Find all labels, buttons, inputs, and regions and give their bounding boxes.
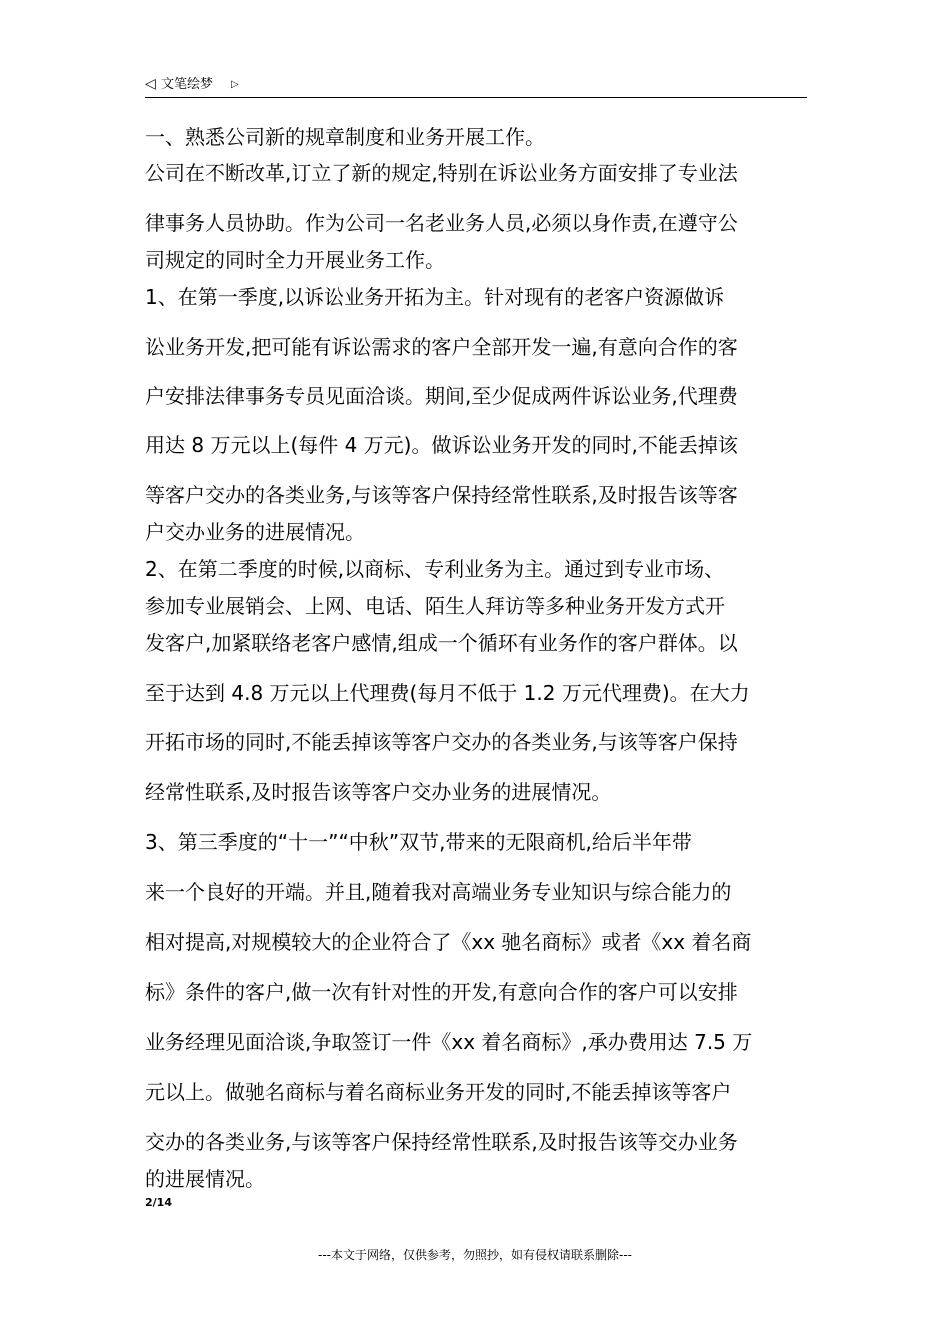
text-line: 3、第三季度的“十一”“中秋”双节,带来的无限商机,给后半年带 — [145, 830, 692, 854]
text-line: 参加专业展销会、上网、电话、陌生人拜访等多种业务开发方式开 — [145, 594, 725, 618]
text-line: 讼业务开发,把可能有诉讼需求的客户全部开发一遍,有意向合作的客 — [145, 335, 738, 359]
triangle-right-icon: ▷ — [231, 79, 239, 90]
header-title: 文笔绘梦 — [161, 77, 214, 92]
text-line: 经常性联系,及时报告该等客户交办业务的进展情况。 — [145, 780, 612, 804]
text-line: 的进展情况。 — [145, 1167, 265, 1191]
text-line: 开拓市场的同时,不能丢掉该等客户交办的各类业务,与该等客户保持 — [145, 730, 738, 754]
text-line: 一、熟悉公司新的规章制度和业务开展工作。 — [145, 125, 545, 149]
triangle-left-icon: ◁ — [145, 76, 156, 92]
text-line: 来一个良好的开端。并且,随着我对高端业务专业知识与综合能力的 — [145, 880, 732, 904]
text-line: 户交办业务的进展情况。 — [145, 520, 365, 544]
text-line: 公司在不断改革,订立了新的规定,特别在诉讼业务方面安排了专业法 — [145, 161, 738, 185]
text-line: 1、在第一季度,以诉讼业务开拓为主。针对现有的老客户资源做诉 — [145, 285, 725, 309]
text-line: 元以上。做驰名商标与着名商标业务开发的同时,不能丢掉该等客户 — [145, 1080, 732, 1104]
text-line: 发客户,加紧联络老客户感情,组成一个循环有业务作的客户群体。以 — [145, 631, 738, 655]
text-line: 等客户交办的各类业务,与该等客户保持经常性联系,及时报告该等客 — [145, 483, 738, 507]
text-line: 标》条件的客户,做一次有针对性的开发,有意向合作的客户可以安排 — [145, 980, 738, 1004]
text-line: 相对提高,对规模较大的企业符合了《xx 驰名商标》或者《xx 着名商 — [145, 930, 752, 954]
text-line: 用达 8 万元以上(每件 4 万元)。做诉讼业务开发的同时,不能丢掉该 — [145, 433, 738, 457]
text-line: 至于达到 4.8 万元以上代理费(每月不低于 1.2 万元代理费)。在大力 — [145, 681, 750, 705]
text-line: 律事务人员协助。作为公司一名老业务人员,必须以身作责,在遵守公 — [145, 211, 738, 235]
page-number: 2/14 — [145, 1196, 172, 1209]
text-line: 司规定的同时全力开展业务工作。 — [145, 248, 445, 272]
text-line: 户安排法律事务专员见面洽谈。期间,至少促成两件诉讼业务,代理费 — [145, 384, 738, 408]
page-header — [145, 73, 807, 98]
text-line: 2、在第二季度的时候,以商标、专利业务为主。通过到专业市场、 — [145, 557, 725, 581]
text-line: 业务经理见面洽谈,争取签订一件《xx 着名商标》,承办费用达 7.5 万 — [145, 1030, 753, 1054]
footer-disclaimer: ---本文于网络，仅供参考，勿照抄，如有侵权请联系删除--- — [318, 1248, 632, 1262]
text-line: 交办的各类业务,与该等客户保持经常性联系,及时报告该等交办业务 — [145, 1130, 738, 1154]
